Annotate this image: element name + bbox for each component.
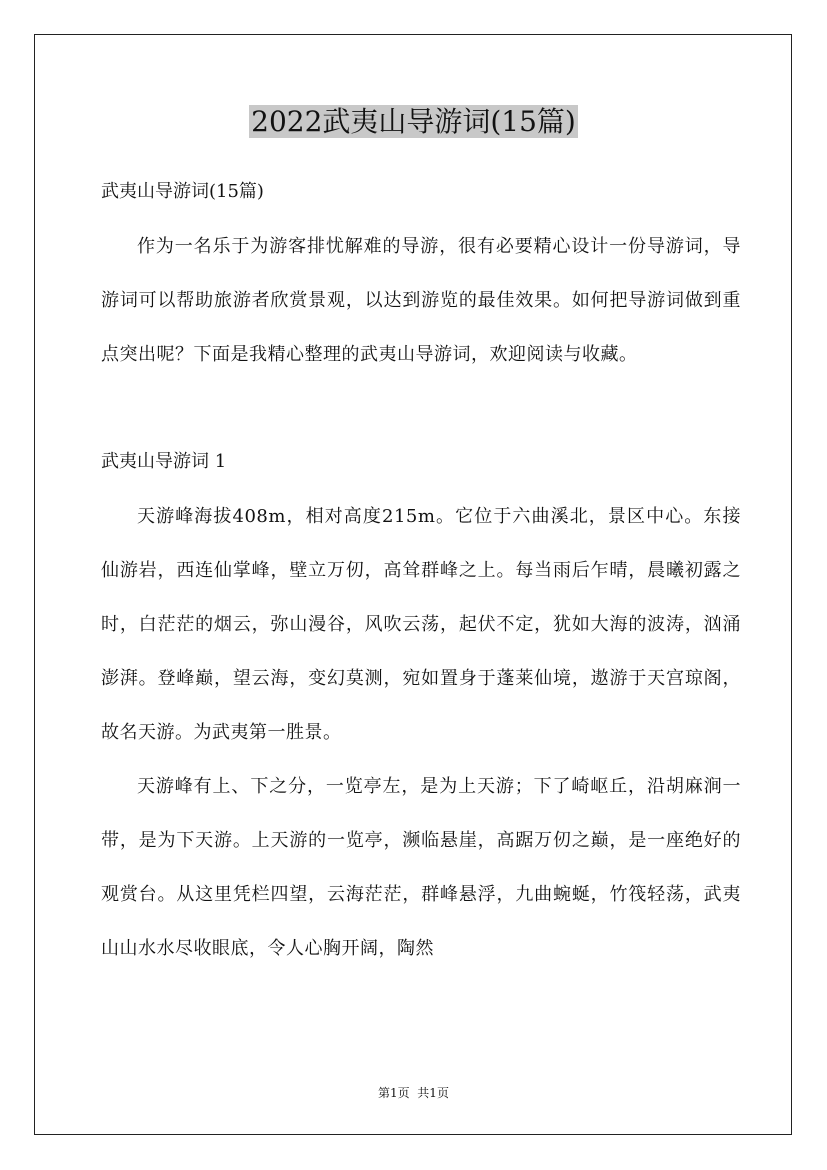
section-heading: 武夷山导游词 1 bbox=[101, 451, 227, 472]
document-title bbox=[0, 100, 827, 144]
document-subtitle: 武夷山导游词(15篇) bbox=[101, 181, 264, 202]
intro-paragraph: 作为一名乐于为游客排忧解难的导游，很有必要精心设计一份导游词，导游词可以帮助旅游者欣赏景观，以达到游览的最佳效果。如何把导游词做到重点突出呢？下面是我精心整理的武夷山导游词，欢迎阅读与收藏。 bbox=[101, 236, 741, 365]
body-paragraph-1: 天游峰海拔408m，相对高度215m。它位于六曲溪北，景区中心。东接仙游岩，西连仙掌峰，壁立万仞，高耸群峰之上。每当雨后乍晴，晨曦初露之时，白茫茫的烟云，弥山漫谷，风吹云荡，起伏不定，犹如大海的波涛，汹涌澎湃。登峰巅，望云海，变幻莫测，宛如置身于蓬莱仙境，遨游于天宫琼阁，故名天游。为武夷第一胜景。 bbox=[101, 506, 741, 743]
document-title-text: 2022武夷山导游词(15篇) bbox=[251, 105, 576, 138]
document-body bbox=[101, 164, 741, 976]
page-footer: 第1页 共1页 bbox=[378, 1086, 449, 1100]
body-paragraph-2: 天游峰有上、下之分，一览亭左，是为上天游；下了崎岖丘，沿胡麻涧一带，是为下天游。上天游的一览亭，濒临悬崖，高踞万仞之巅，是一座绝好的观赏台。从这里凭栏四望，云海茫茫，群峰悬浮，九曲蜿蜒，竹筏轻荡，武夷山山水水尽收眼底，令人心胸开阔，陶然 bbox=[101, 776, 741, 959]
